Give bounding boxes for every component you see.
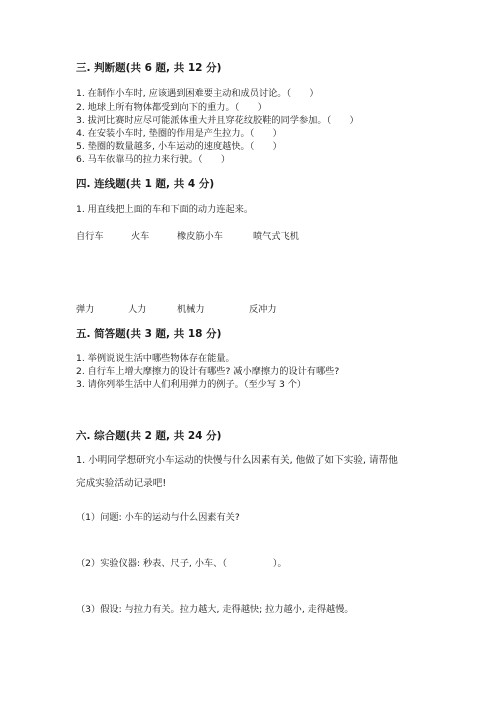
vehicle-rubber-band-car: 橡皮筋小车 [177,231,223,242]
vehicle-bicycle: 自行车 [76,231,104,242]
sub-question-3: （3）假设: 与拉力有关。拉力越大, 走得越快; 拉力越小, 走得越慢。 [76,604,354,615]
short-answer-1: 1. 举例说说生活中哪些物体存在能量。 [76,353,235,364]
judge-item-1: 1. 在制作小车时, 应该遇到困难要主动和成员讨论。（ ） [76,88,319,99]
section3-heading: 三. 判断题(共 6 题, 共 12 分) [76,62,222,74]
judge-item-6: 6. 马车依靠马的拉力来行驶。（ ） [76,154,231,165]
sub-question-1: （1）问题: 小车的运动与什么因素有关? [76,512,240,523]
power-elastic: 弹力 [76,304,95,315]
section6-heading: 六. 综合题(共 2 题, 共 24 分) [76,430,222,442]
sub-question-2: （2）实验仪器: 秒表、尺子, 小车、（ ）。 [76,558,287,569]
judge-item-4: 4. 在安装小车时, 垫圈的作用是产生拉力。（ ） [76,128,282,139]
short-answer-2: 2. 自行车上增大摩擦力的设计有哪些? 减小摩擦力的设计有哪些? [76,366,340,377]
power-mechanical: 机械力 [177,304,205,315]
vehicle-jet-plane: 喷气式飞机 [253,231,299,242]
comprehensive-intro-line1: 1. 小明同学想研究小车运动的快慢与什么因素有关, 他做了如下实验, 请帮他 [76,455,398,466]
judge-item-5: 5. 垫圈的数量越多, 小车运动的速度越快。（ ） [76,141,282,152]
judge-item-3: 3. 拔河比赛时应尽可能派体重大并且穿花纹胶鞋的同学参加。（ ） [76,115,359,126]
comprehensive-intro-line2: 完成实验活动记录吧! [76,478,167,489]
power-recoil: 反冲力 [249,304,277,315]
vehicle-train: 火车 [131,231,150,242]
short-answer-3: 3. 请你列举生活中人们利用弹力的例子。（至少写 3 个） [76,379,307,390]
section4-heading: 四. 连线题(共 1 题, 共 4 分) [76,178,215,190]
power-human: 人力 [128,304,147,315]
section5-heading: 五. 简答题(共 3 题, 共 18 分) [76,328,222,340]
judge-item-2: 2. 地球上所有物体都受到向下的重力。（ ） [76,102,267,113]
matching-question: 1. 用直线把上面的车和下面的动力连起来。 [76,204,254,215]
